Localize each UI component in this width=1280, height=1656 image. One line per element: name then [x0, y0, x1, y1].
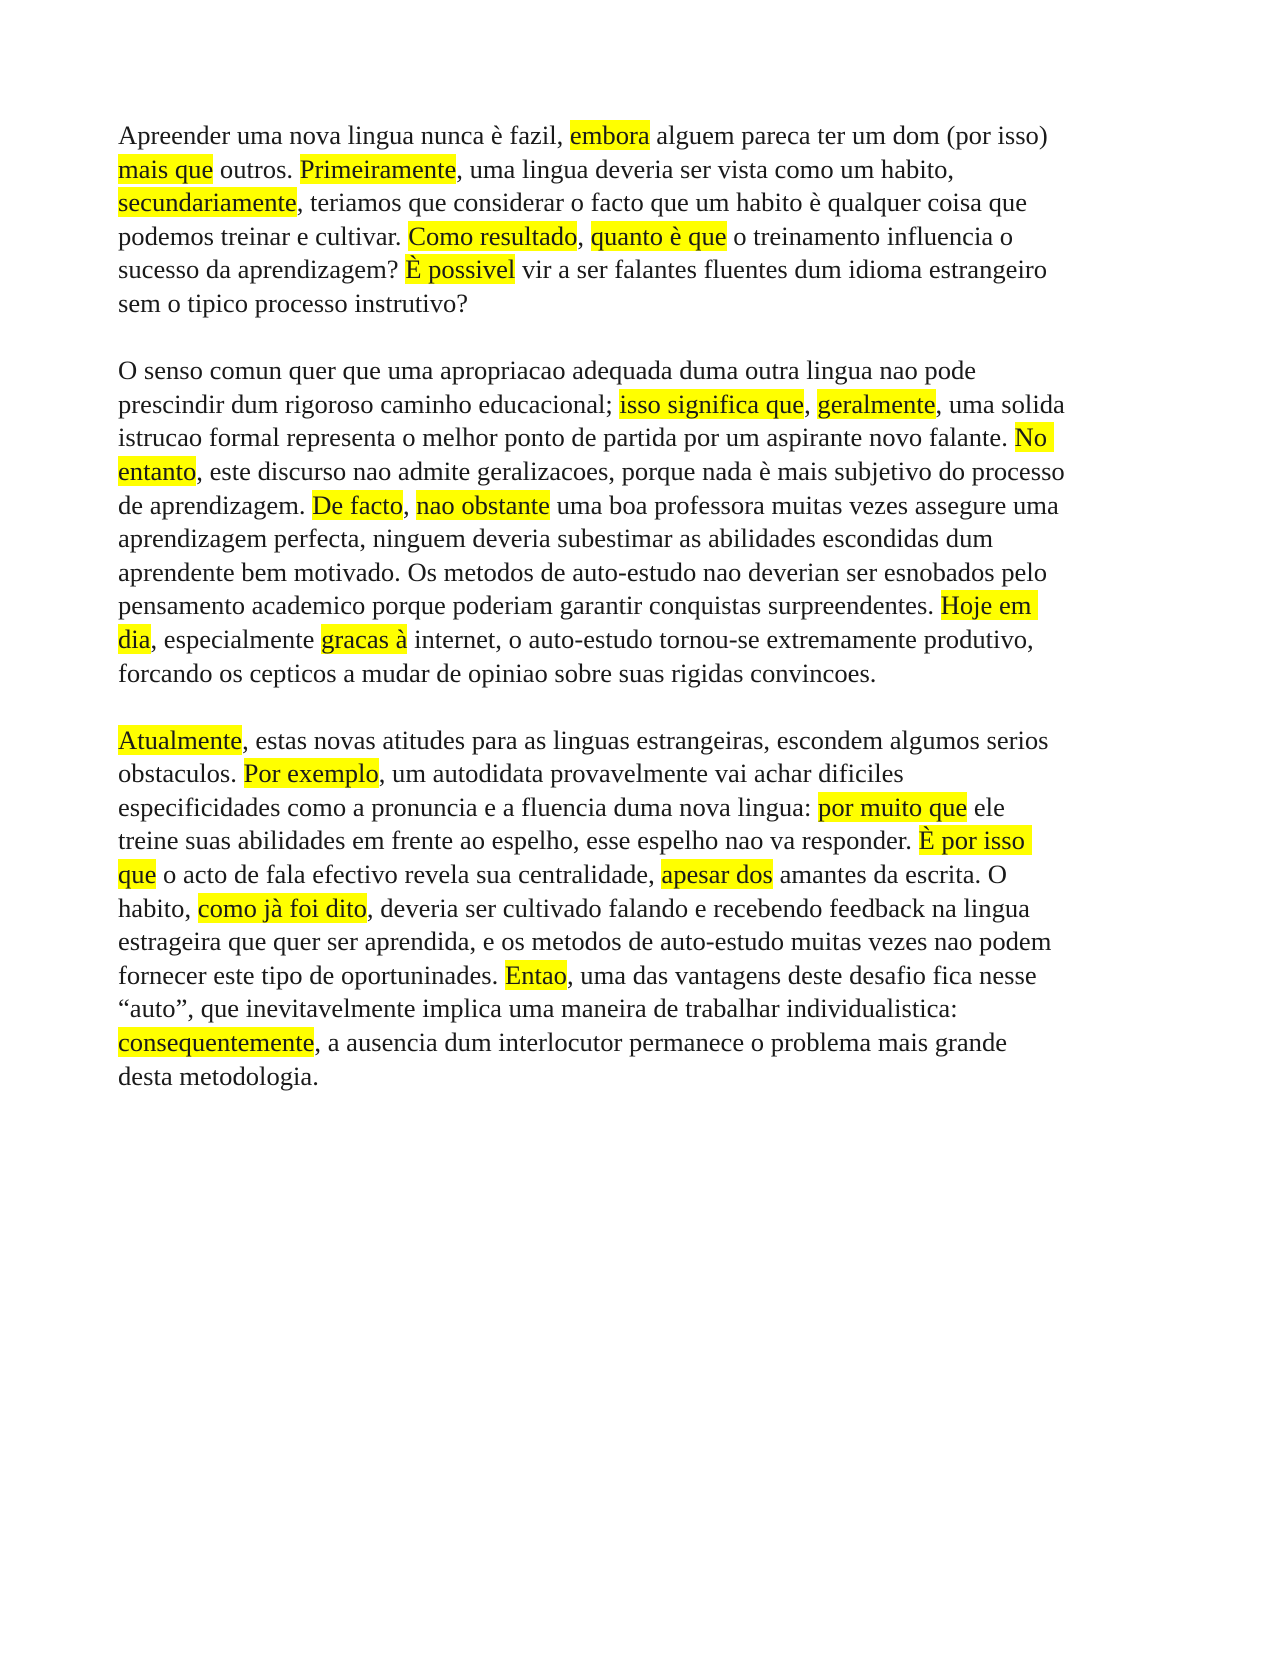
highlighted-phrase: consequentemente: [118, 1027, 315, 1058]
text-run: , uma solida: [935, 388, 1065, 419]
highlighted-phrase: como jà foi dito: [197, 892, 367, 923]
text-line: [118, 455, 1178, 489]
text-line: [118, 489, 1178, 523]
text-run: treine suas abilidades em frente ao espelho, esse espelho nao va responder.: [118, 825, 919, 856]
text-run: desta metodologia.: [118, 1060, 319, 1091]
text-line: [118, 858, 1178, 892]
highlighted-phrase: apesar dos: [661, 859, 773, 890]
text-line: [118, 186, 1178, 220]
text-line: [118, 724, 1178, 758]
text-run: sucesso da aprendizagem?: [118, 254, 406, 285]
text-line: [118, 153, 1178, 187]
text-run: , uma lingua deveria ser vista como um habito,: [456, 153, 955, 184]
highlighted-phrase: gracas à: [321, 623, 408, 654]
text-line: [118, 220, 1178, 254]
text-run: podemos treinar e cultivar.: [118, 220, 409, 251]
highlighted-phrase: embora: [569, 120, 650, 150]
text-run: , teriamos que considerar o facto que um habito è qualquer coisa que: [296, 187, 1028, 218]
text-line: [118, 589, 1178, 623]
text-run: internet, o auto-estudo tornou-se extremamente produtivo,: [407, 623, 1034, 654]
text-run: habito,: [118, 892, 198, 923]
highlighted-phrase: por muito que: [818, 791, 968, 822]
paragraph: [118, 724, 1178, 1094]
highlighted-phrase: dia: [118, 623, 151, 654]
highlighted-phrase: Hoje em: [940, 590, 1039, 621]
highlighted-phrase: Atualmente: [118, 724, 243, 755]
text-run: fornecer este tipo de oportuninades.: [118, 959, 505, 990]
text-run: , um autodidata provavelmente vai achar dificiles: [378, 758, 904, 789]
highlighted-phrase: De facto: [312, 489, 403, 520]
highlighted-phrase: quanto è que: [590, 220, 727, 251]
text-run: , especialmente: [150, 623, 322, 654]
text-run: uma boa professora muitas vezes assegure uma: [549, 489, 1059, 520]
highlighted-phrase: Entao: [504, 959, 567, 990]
text-run: , a ausencia dum interlocutor permanece o problema mais grande: [314, 1027, 1008, 1058]
text-run: amantes da escrita. O: [772, 859, 1007, 890]
highlighted-phrase: No: [1014, 422, 1054, 453]
text-line: [118, 892, 1178, 926]
text-run: “auto”, que inevitavelmente implica uma maneira de trabalhar individualistica:: [118, 993, 958, 1024]
text-run: o treinamento influencia o: [726, 220, 1014, 251]
highlighted-phrase: mais que: [118, 153, 214, 184]
highlighted-phrase: nao obstante: [416, 489, 550, 520]
highlighted-phrase: Como resultado: [408, 220, 578, 251]
highlighted-phrase: Primeiramente: [299, 153, 457, 184]
text-line: [118, 421, 1178, 455]
text-run: obstaculos.: [118, 758, 244, 789]
text-line: [118, 925, 1178, 959]
text-run: pensamento academico porque poderiam garantir conquistas surpreendentes.: [118, 590, 941, 621]
text-line: [118, 657, 1178, 691]
highlighted-phrase: È por isso: [918, 825, 1032, 856]
text-run: estrageira que quer ser aprendida, e os metodos de auto-estudo muitas vezes nao podem: [118, 926, 1052, 957]
text-line: [118, 119, 1178, 153]
text-run: ,: [403, 489, 417, 520]
highlighted-phrase: que: [118, 859, 157, 890]
text-line: [118, 522, 1178, 556]
text-run: ele: [967, 791, 1005, 822]
text-line: [118, 824, 1178, 858]
text-run: de aprendizagem.: [118, 489, 313, 520]
text-run: , estas novas atitudes para as linguas estrangeiras, escondem algumos serios: [242, 724, 1049, 755]
paragraph: [118, 354, 1178, 690]
text-run: istrucao formal representa o melhor ponto de partida por um aspirante novo falante.: [118, 422, 1015, 453]
text-line: [118, 287, 1178, 321]
highlighted-phrase: È possivel: [405, 254, 516, 285]
text-line: [118, 1060, 1178, 1094]
text-run: aprendizagem perfecta, ninguem deveria subestimar as abilidades escondidas dum: [118, 523, 994, 554]
text-line: [118, 959, 1178, 993]
text-run: alguem pareca ter um dom (por isso): [649, 120, 1048, 150]
text-line: [118, 623, 1178, 657]
text-line: [118, 992, 1178, 1026]
text-run: , deveria ser cultivado falando e recebendo feedback na lingua: [366, 892, 1030, 923]
highlighted-phrase: Por exemplo: [243, 758, 379, 789]
text-line: [118, 253, 1178, 287]
paragraph: [118, 119, 1178, 321]
text-line: [118, 791, 1178, 825]
text-run: , uma das vantagens deste desafio fica nesse: [566, 959, 1037, 990]
text-run: , este discurso nao admite geralizacoes, porque nada è mais subjetivo do processo: [196, 455, 1065, 486]
text-run: ,: [577, 220, 591, 251]
text-run: prescindir dum rigoroso caminho educacional;: [118, 388, 620, 419]
text-run: O senso comun quer que uma apropriacao adequada duma outra lingua nao pode: [118, 355, 977, 386]
highlighted-phrase: isso significa que: [619, 388, 805, 419]
text-run: vir a ser falantes fluentes dum idioma estrangeiro: [515, 254, 1048, 285]
text-run: aprendente bem motivado. Os metodos de auto-estudo nao deverian ser esnobados pelo: [118, 556, 1048, 587]
highlighted-phrase: entanto: [118, 455, 197, 486]
text-line: [118, 556, 1178, 590]
text-run: sem o tipico processo instrutivo?: [118, 287, 469, 318]
text-run: o acto de fala efectivo revela sua centralidade,: [156, 859, 662, 890]
text-run: outros.: [213, 153, 300, 184]
text-run: Apreender uma nova lingua nunca è fazil,: [118, 120, 570, 150]
highlighted-phrase: secundariamente: [118, 187, 297, 218]
text-line: [118, 354, 1178, 388]
text-run: forcando os cepticos a mudar de opiniao sobre suas rigidas convincoes.: [118, 657, 877, 688]
highlighted-phrase: geralmente: [817, 388, 936, 419]
text-run: ,: [804, 388, 818, 419]
text-line: [118, 1026, 1178, 1060]
document-page: [118, 119, 1178, 1127]
text-line: [118, 388, 1178, 422]
text-line: [118, 757, 1178, 791]
text-run: especificidades como a pronuncia e a fluencia duma nova lingua:: [118, 791, 819, 822]
